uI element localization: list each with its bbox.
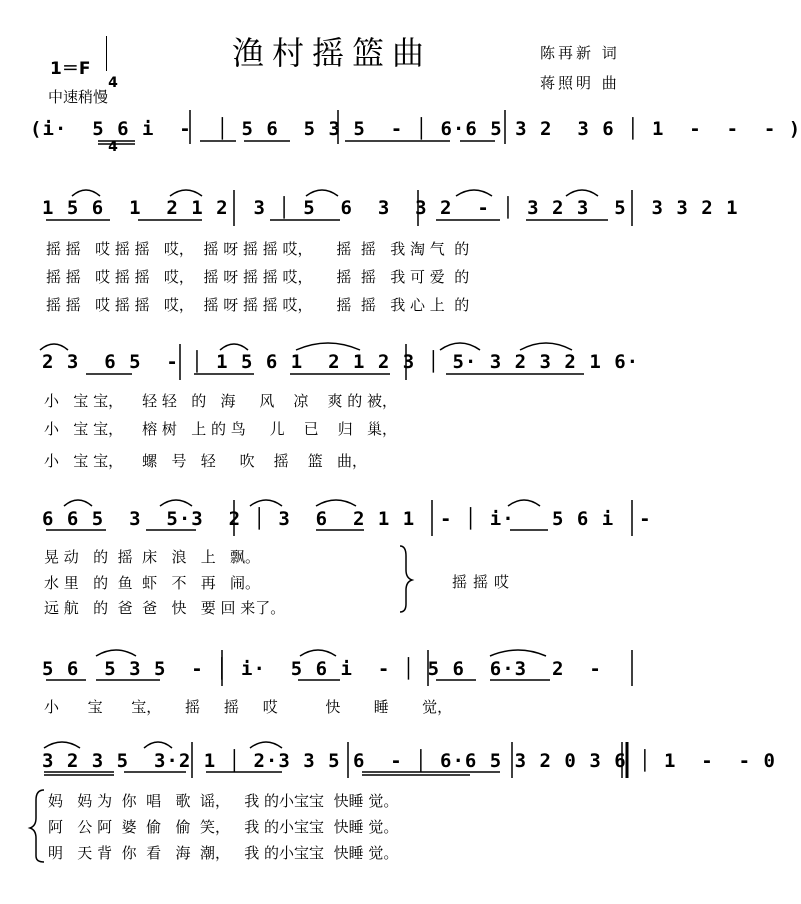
notation-line: 2 3 6 5 - │ 1 5 6 1 2 1 2 3 │ 5· 3 2 3 2 1 6·: [42, 351, 640, 373]
notation-line: 6 6 5 3 5·3 2 │ 3 6 2 1 1 - │ i· 5 6 i -: [42, 508, 652, 530]
key-signature: 1＝F: [50, 59, 91, 79]
slur: [44, 742, 80, 748]
slur: [316, 500, 356, 506]
lyric-verse-3: 明 天 背 你 看 海 潮， 我 的小宝宝 快睡 觉。: [48, 844, 399, 862]
slur: [96, 650, 136, 656]
lyric-verse-1: 妈 妈 为 你 唱 歌 谣， 我 的小宝宝 快睡 觉。: [48, 792, 399, 810]
slur: [72, 190, 100, 196]
lyricist-credit: 陈再新 词: [540, 44, 620, 62]
lyric-verse-2: 小 宝 宝， 榕 树 上 的 鸟 儿 已 归 巢，: [44, 420, 398, 438]
slur: [520, 343, 572, 350]
meter-top: 4: [108, 75, 118, 91]
slur: [490, 650, 546, 656]
slur: [566, 190, 598, 196]
slur: [306, 190, 338, 196]
brace: [400, 546, 412, 612]
slur: [300, 650, 336, 656]
slur: [250, 742, 282, 748]
slur: [220, 344, 248, 350]
lyric-verse-1: 摇 摇 哎 摇 摇 哎， 摇 呀 摇 摇 哎， 摇 摇 我 淘 气 的: [46, 240, 470, 258]
notation-line: 1 5 6 1 2 1 2 3 │ 5 6 3 3 2 - │ 3 2 3 5 3 3 2 1: [42, 197, 739, 219]
brace: [30, 790, 44, 862]
lyric-line: 小 宝 宝， 摇 摇 哎 快 睡 觉，: [44, 698, 453, 716]
slur: [296, 343, 360, 350]
slur: [250, 500, 282, 506]
lyric-verse-2: 水 里 的 鱼 虾 不 再 闹。: [44, 574, 261, 592]
tempo-marking: 中速稍慢: [48, 88, 109, 106]
lyric-verse-2: 摇 摇 哎 摇 摇 哎， 摇 呀 摇 摇 哎， 摇 摇 我 可 爱 的: [46, 268, 470, 286]
song-title: 渔村摇篮曲: [232, 34, 433, 72]
slur: [456, 190, 492, 196]
slur: [144, 742, 172, 748]
slur: [440, 343, 480, 350]
lyric-verse-3: 小 宝 宝， 螺 号 轻 吹 摇 篮 曲，: [44, 452, 368, 470]
slur: [170, 190, 202, 196]
lyric-verse-2: 阿 公 阿 婆 偷 偷 笑， 我 的小宝宝 快睡 觉。: [48, 818, 399, 836]
slur: [64, 500, 92, 506]
slur: [160, 500, 192, 506]
notation-line: (i· 5 6 i - │ 5 6 5 3 5 - │ 6·6 5 3 2 3 6 │ 1 - - - ): [30, 118, 801, 140]
slur: [508, 500, 540, 506]
refrain-lyric: 摇摇哎: [452, 573, 516, 591]
lyric-verse-1: 小 宝 宝， 轻 轻 的 海 风 凉 爽 的 被，: [44, 392, 398, 410]
meter-bottom: 4: [108, 139, 118, 155]
lyric-verse-3: 远 航 的 爸 爸 快 要 回 来了。: [44, 599, 286, 617]
lyric-verse-3: 摇 摇 哎 摇 摇 哎， 摇 呀 摇 摇 哎， 摇 摇 我 心 上 的: [46, 296, 470, 314]
notation-line: 5 6 5 3 5 - │ i· 5 6 i - │ 5 6 6·3 2 -: [42, 658, 602, 680]
lyric-verse-1: 晃 动 的 摇 床 浪 上 飘。: [44, 548, 261, 566]
notation-line: 3 2 3 5 3·2 1 │ 2·3 3 5 6 - │ 6·6 5 3 2 0 3 6 │ 1 - - 0: [42, 750, 776, 772]
composer-credit: 蒋照明 曲: [540, 74, 620, 92]
slur: [40, 344, 68, 350]
